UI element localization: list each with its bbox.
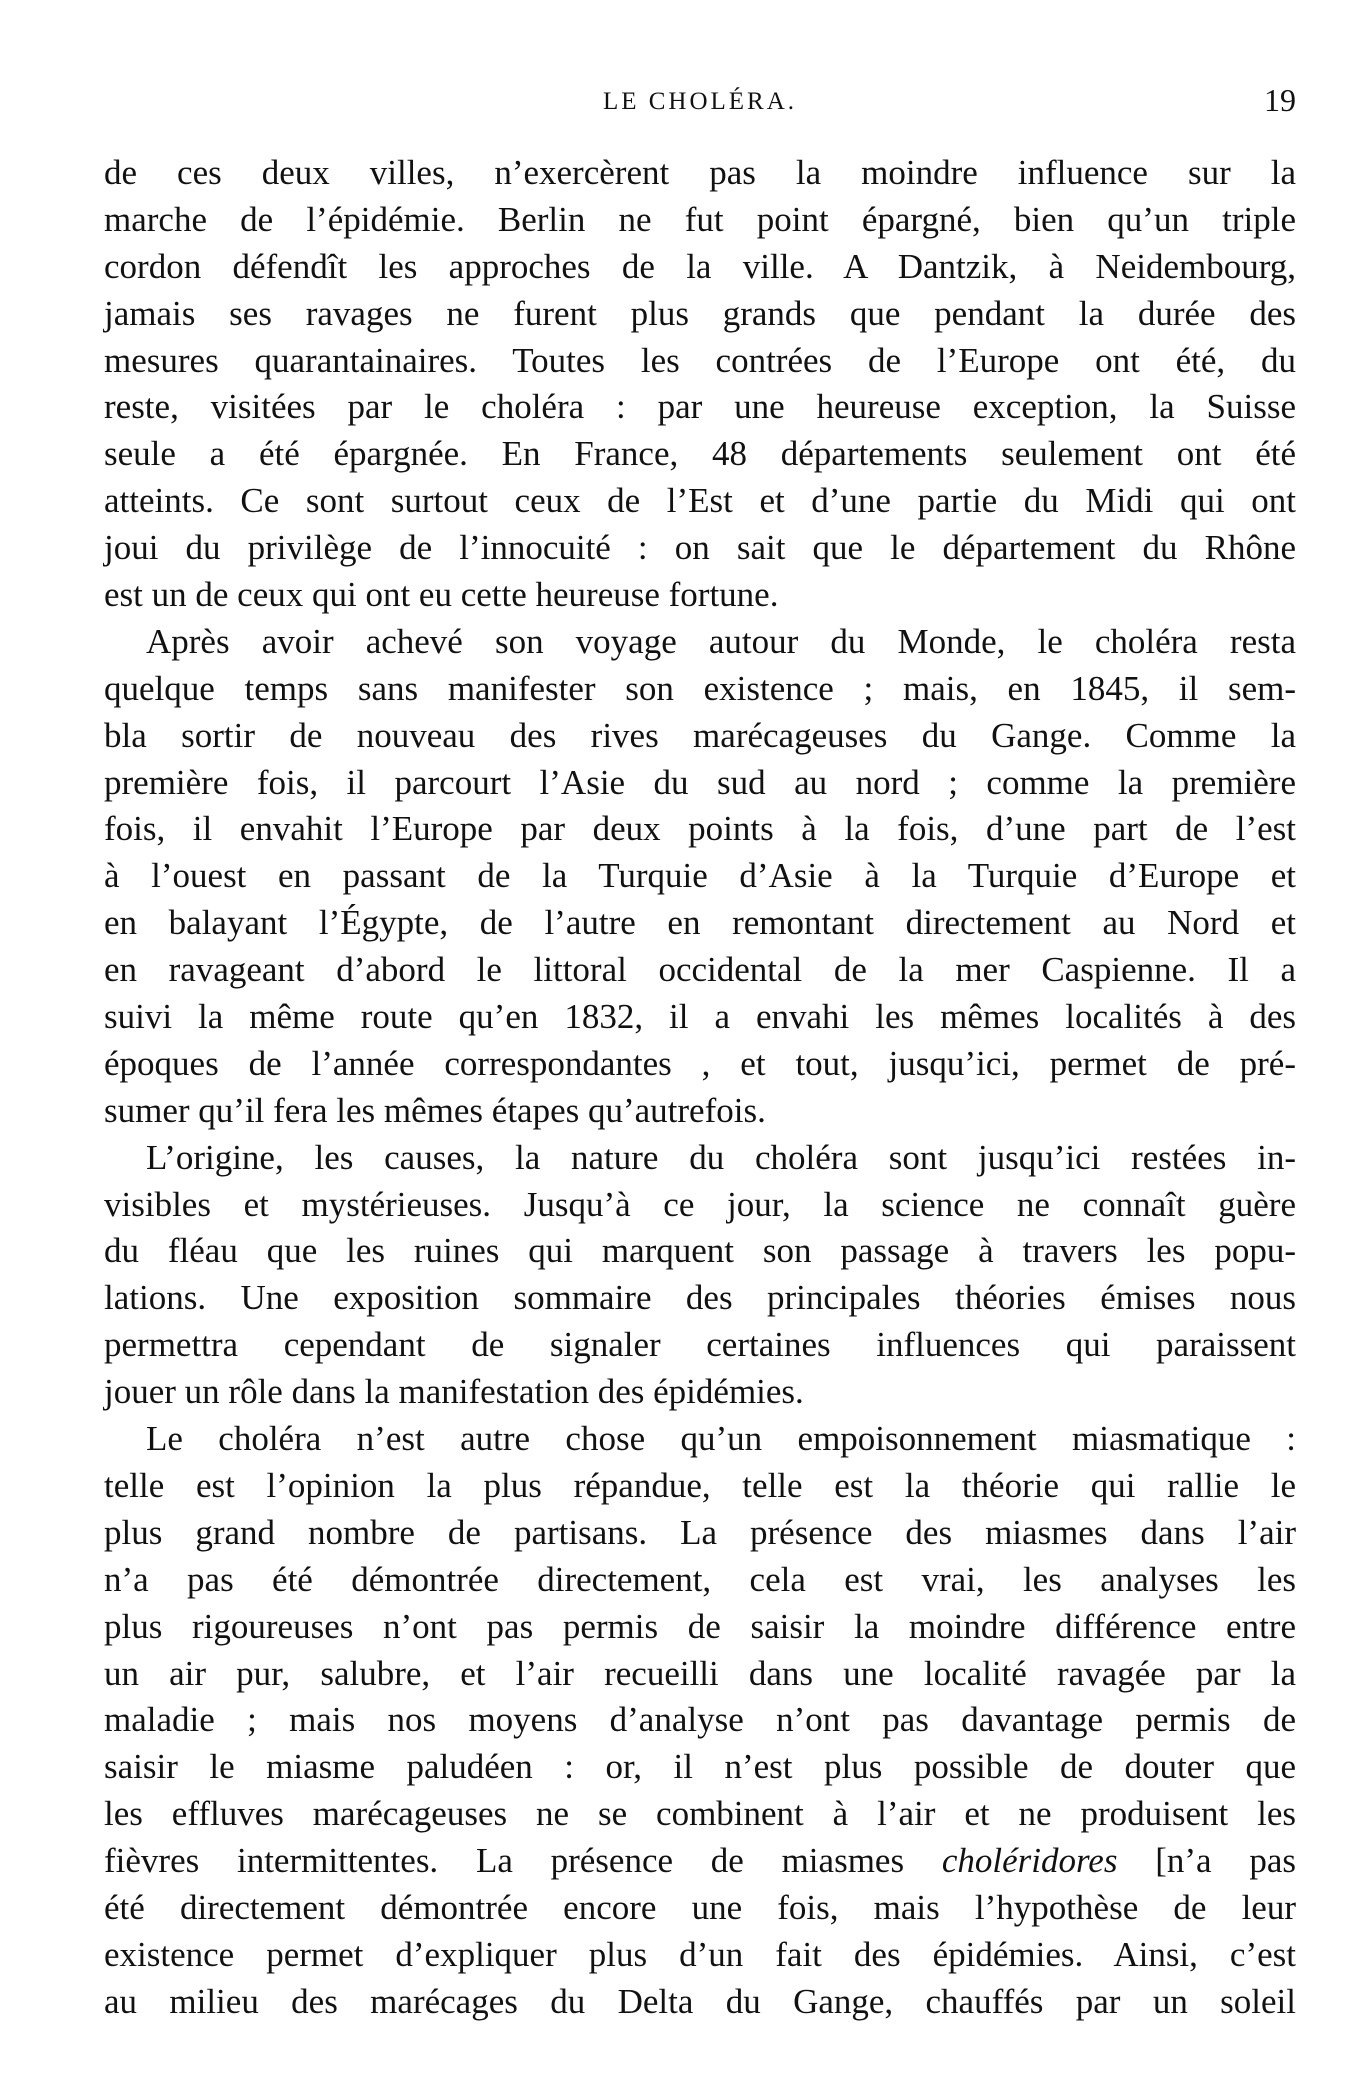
text-segment: L’origine, les causes, la nature du choléra sont jusqu’ici restées in- <box>146 1137 1296 1177</box>
text-segment: sumer qu’il fera les mêmes étapes qu’autrefois. <box>104 1090 766 1130</box>
text-segment: reste, visitées par le choléra : par une heureuse exception, la Suisse <box>104 387 1296 427</box>
text-line <box>104 1510 1296 1557</box>
text-segment: mesures quarantainaires. Toutes les contrées de l’Europe ont été, du <box>104 340 1296 380</box>
text-line <box>104 994 1296 1041</box>
text-line <box>104 1979 1296 2026</box>
text-line <box>104 1135 1296 1182</box>
text-segment: fièvres intermittentes. La présence de miasmes <box>104 1841 942 1881</box>
text-line <box>104 1463 1296 1510</box>
text-line <box>104 760 1296 807</box>
text-line <box>104 713 1296 760</box>
text-line <box>104 1885 1296 1932</box>
text-line <box>104 291 1296 338</box>
text-line <box>104 338 1296 385</box>
text-segment: cordon défendît les approches de la ville. A Dantzik, à Neidembourg, <box>104 246 1296 286</box>
text-segment: été directement démontrée encore une fois, mais l’hypothèse de leur <box>104 1887 1296 1927</box>
text-line <box>104 1651 1296 1698</box>
text-segment: saisir le miasme paludéen : or, il n’est plus possible de douter que <box>104 1747 1296 1787</box>
text-line <box>104 525 1296 572</box>
text-segment: telle est l’opinion la plus répandue, telle est la théorie qui rallie le <box>104 1465 1296 1505</box>
text-segment: en balayant l’Égypte, de l’autre en remontant directement au Nord et <box>104 903 1296 943</box>
text-line <box>104 572 1296 619</box>
text-line <box>104 384 1296 431</box>
text-line <box>104 1369 1296 1416</box>
text-segment: de ces deux villes, n’exercèrent pas la moindre influence sur la <box>104 153 1296 192</box>
text-segment: Après avoir achevé son voyage autour du Monde, le choléra resta <box>146 621 1296 661</box>
text-line <box>104 947 1296 994</box>
paragraph <box>104 619 1296 1135</box>
text-line <box>104 1416 1296 1463</box>
paragraph <box>104 1135 1296 1416</box>
text-line <box>104 619 1296 666</box>
paragraph <box>104 1416 1296 2026</box>
page-number: 19 <box>1264 82 1296 118</box>
text-line <box>104 1932 1296 1979</box>
text-line <box>104 1322 1296 1369</box>
text-line <box>104 853 1296 900</box>
text-segment: fois, il envahit l’Europe par deux points à la fois, d’une part de l’est <box>104 809 1296 849</box>
text-segment: marche de l’épidémie. Berlin ne fut point épargné, bien qu’un triple <box>104 199 1296 239</box>
text-segment: visibles et mystérieuses. Jusqu’à ce jour, la science ne connaît guère <box>104 1184 1296 1224</box>
text-line <box>104 806 1296 853</box>
text-line <box>104 1088 1296 1135</box>
text-line <box>104 197 1296 244</box>
text-line <box>104 666 1296 713</box>
text-segment: un air pur, salubre, et l’air recueilli dans une localité ravagée par la <box>104 1653 1296 1693</box>
text-segment: permettra cependant de signaler certaines influences qui paraissent <box>104 1325 1296 1365</box>
text-line <box>104 1791 1296 1838</box>
text-line <box>104 478 1296 525</box>
body-text <box>104 150 1296 2026</box>
text-segment: existence permet d’expliquer plus d’un fait des épidémies. Ainsi, c’est <box>104 1934 1296 1974</box>
text-line <box>104 150 1296 197</box>
text-line <box>104 1604 1296 1651</box>
text-segment: les effluves marécageuses ne se combinent à l’air et ne produisent les <box>104 1794 1296 1834</box>
text-line <box>104 1041 1296 1088</box>
text-segment: plus grand nombre de partisans. La présence des miasmes dans l’air <box>104 1512 1296 1552</box>
text-line <box>104 900 1296 947</box>
running-head <box>104 82 1296 122</box>
text-line <box>104 1275 1296 1322</box>
text-segment: du fléau que les ruines qui marquent son passage à travers les popu- <box>104 1231 1296 1271</box>
text-segment: jouer un rôle dans la manifestation des épidémies. <box>104 1372 804 1412</box>
text-line <box>104 1228 1296 1275</box>
text-segment: [n’a pas <box>1117 1841 1296 1881</box>
text-segment: quelque temps sans manifester son existence ; mais, en 1845, il sem- <box>104 668 1296 708</box>
text-line <box>104 431 1296 478</box>
text-line <box>104 1697 1296 1744</box>
italic-term: choléridores <box>941 1841 1118 1881</box>
text-segment: suivi la même route qu’en 1832, il a envahi les mêmes localités à des <box>104 997 1296 1037</box>
text-segment: est un de ceux qui ont eu cette heureuse fortune. <box>104 575 779 615</box>
text-line <box>104 1557 1296 1604</box>
text-segment: à l’ouest en passant de la Turquie d’Asie à la Turquie d’Europe et <box>104 856 1296 896</box>
text-line <box>104 1838 1296 1885</box>
text-segment: Le choléra n’est autre chose qu’un empoisonnement miasmatique : <box>146 1419 1296 1459</box>
text-segment: en ravageant d’abord le littoral occidental de la mer Caspienne. Il a <box>104 950 1296 990</box>
text-segment: bla sortir de nouveau des rives marécageuses du Gange. Comme la <box>104 715 1296 755</box>
text-line <box>104 244 1296 291</box>
running-title: LE CHOLÉRA. <box>602 88 798 115</box>
text-line <box>104 1744 1296 1791</box>
text-segment: plus rigoureuses n’ont pas permis de saisir la moindre différence entre <box>104 1606 1296 1646</box>
text-segment: au milieu des marécages du Delta du Gange, chauffés par un soleil <box>104 1981 1296 2021</box>
text-segment: seule a été épargnée. En France, 48 départements seulement ont été <box>104 434 1296 474</box>
text-segment: joui du privilège de l’innocuité : on sait que le département du Rhône <box>104 528 1296 568</box>
text-segment: n’a pas été démontrée directement, cela est vrai, les analyses les <box>104 1559 1296 1599</box>
text-line <box>104 1182 1296 1229</box>
text-segment: époques de l’année correspondantes , et tout, jusqu’ici, permet de pré- <box>104 1043 1296 1083</box>
text-segment: atteints. Ce sont surtout ceux de l’Est et d’une partie du Midi qui ont <box>104 481 1296 521</box>
text-segment: jamais ses ravages ne furent plus grands que pendant la durée des <box>104 293 1296 333</box>
paragraph <box>104 150 1296 619</box>
text-segment: lations. Une exposition sommaire des principales théories émises nous <box>104 1278 1296 1318</box>
text-segment: première fois, il parcourt l’Asie du sud au nord ; comme la première <box>104 762 1296 802</box>
text-segment: maladie ; mais nos moyens d’analyse n’ont pas davantage permis de <box>104 1700 1296 1740</box>
